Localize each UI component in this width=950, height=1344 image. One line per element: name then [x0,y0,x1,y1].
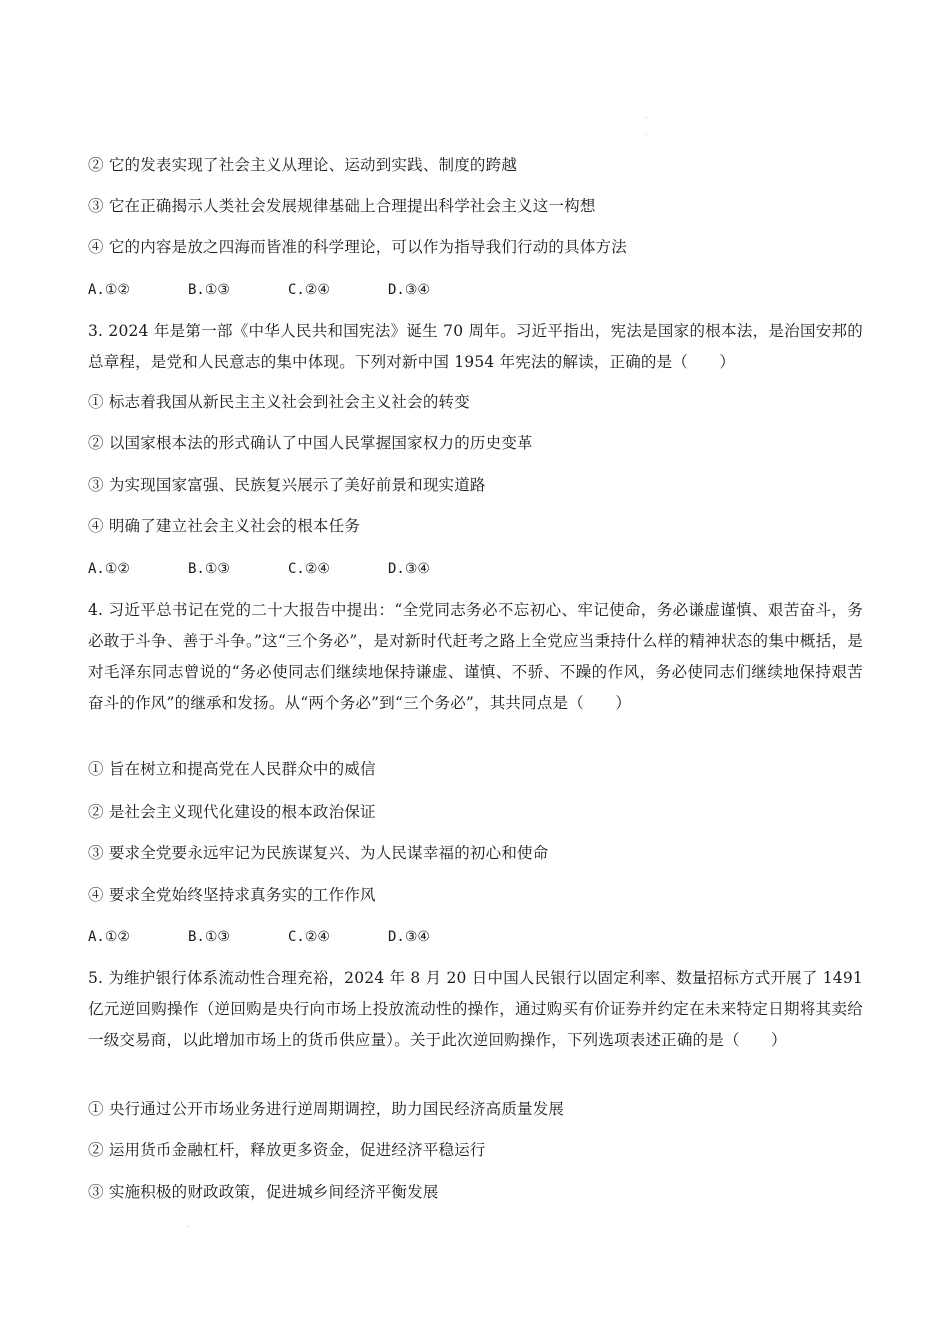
q3-statement-3: ③ 为实现国家富强、民族复兴展示了美好前景和现实道路 [88,476,486,494]
q2-statement-2: ② 它的发表实现了社会主义从理论、运动到实践、制度的跨越 [88,156,518,174]
q4-option-d: D.③④ [388,929,430,945]
q4-statement-4: ④ 要求全党始终坚持求真务实的工作作风 [88,886,376,904]
q4-statement-3: ③ 要求全党要永远牢记为民族谋复兴、为人民谋幸福的初心和使命 [88,844,549,862]
q2-statement-4: ④ 它的内容是放之四海而皆准的科学理论，可以作为指导我们行动的具体方法 [88,238,627,256]
q3-statement-4: ④ 明确了建立社会主义社会的根本任务 [88,517,361,535]
q4-option-b: B.①③ [188,929,230,945]
q4-option-c: C.②④ [288,929,330,945]
q3-option-a: A.①② [88,561,130,577]
q4-stem: 4. 习近平总书记在党的二十大报告中提出：“全党同志务必不忘初心、牢记使命，务必谦虚谨慎、艰苦奋斗，务必敢于斗争、善于斗争。”这“三个务必”，是对新时代赶考之路上全党应当秉持什么样的精神状态的集中概括，是对毛泽东同志曾说的“务必使同志们继续地保持谦虚、谨慎、不骄、不躁的作风，务必使同志们继续地保持艰苦奋斗的作风”的继承和发扬。从“两个务必”到“三个务必”，其共同点是（ ） [88,601,863,712]
q4-options [88,926,488,947]
q4-option-a: A.①② [88,929,130,945]
q2-option-b: B.①③ [188,282,230,298]
q3-option-b: B.①③ [188,561,230,577]
q2-options [88,279,488,300]
q2-option-c: C.②④ [288,282,330,298]
scan-speck [646,134,647,135]
q3-option-d: D.③④ [388,561,430,577]
q2-option-d: D.③④ [388,282,430,298]
q3-statement-1: ① 标志着我国从新民主主义社会到社会主义社会的转变 [88,393,470,411]
q4-statement-2: ② 是社会主义现代化建设的根本政治保证 [88,803,376,821]
scan-speck [646,117,647,118]
q2-statement-3: ③ 它在正确揭示人类社会发展规律基础上合理提出科学社会主义这一构想 [88,197,596,215]
scan-speck [188,1226,189,1227]
q3-statement-2: ② 以国家根本法的形式确认了中国人民掌握国家权力的历史变革 [88,434,533,452]
q3-option-c: C.②④ [288,561,330,577]
q5-statement-1: ① 央行通过公开市场业务进行逆周期调控，助力国民经济高质量发展 [88,1100,565,1118]
q5-stem: 5. 为维护银行体系流动性合理充裕，2024 年 8 月 20 日中国人民银行以固定利率、数量招标方式开展了 1491 亿元逆回购操作（逆回购是央行向市场上投放流动性的操作，通过购买有价证券并约定在未来特定日期将其卖给一级交易商，以此增加市场上的货币供应量）。关于此次逆回购操作，下列选项表述正确的是（ ） [88,969,863,1049]
q3-stem: 3. 2024 年是第一部《中华人民共和国宪法》诞生 70 周年。习近平指出，宪法是国家的根本法，是治国安邦的总章程，是党和人民意志的集中体现。下列对新中国 1954 年宪法的解读，正确的是（ ） [88,322,863,371]
q3-options [88,558,488,579]
q2-option-a: A.①② [88,282,130,298]
q4-statement-1: ① 旨在树立和提高党在人民群众中的威信 [88,760,376,778]
q5-statement-3: ③ 实施积极的财政政策，促进城乡间经济平衡发展 [88,1183,439,1201]
q5-statement-2: ② 运用货币金融杠杆，释放更多资金，促进经济平稳运行 [88,1141,486,1159]
